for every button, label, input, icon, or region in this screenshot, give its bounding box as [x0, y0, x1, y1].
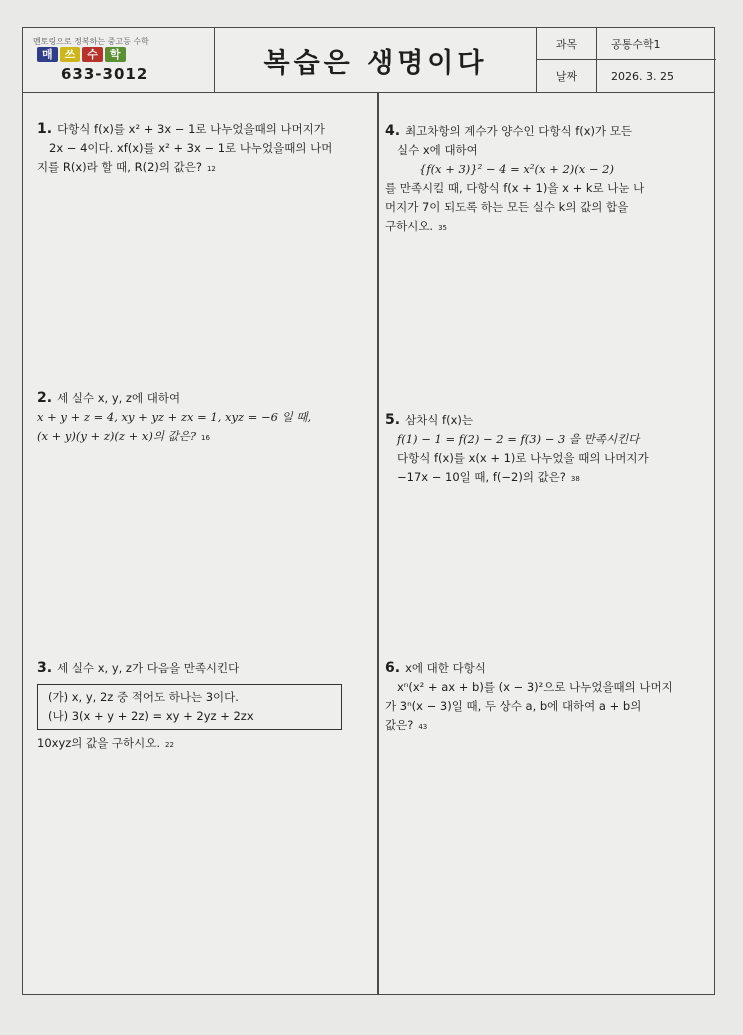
problem-2	[37, 389, 359, 448]
subject-value: 공통수학1	[611, 37, 661, 51]
problem-text-line: (x + y)(y + z)(z + x)의 값은?	[37, 429, 196, 443]
problem-text-line: 최고차항의 계수가 양수인 다항식 f(x)가 모든	[405, 124, 633, 138]
condition-line: (나) 3(x + y + 2z) = xy + 2yz + 2zx	[48, 709, 254, 723]
condition-line: (가) x, y, 2z 중 적어도 하나는 3이다.	[48, 690, 239, 704]
problem-code: 35	[438, 224, 448, 232]
problem-text-line: 삼차식 f(x)는	[405, 413, 473, 427]
problem-text-line: 구하시오.	[385, 219, 434, 233]
problem-6	[385, 659, 707, 737]
column-divider	[377, 93, 379, 994]
problem-text-line: 세 실수 x, y, z에 대하여	[57, 391, 181, 405]
problem-code: 38	[570, 475, 580, 483]
problem-code: 16	[201, 434, 210, 442]
logo-phone: 633-3012	[61, 65, 149, 83]
problem-code: 22	[165, 741, 174, 749]
problem-text-line: 다항식 f(x)를 x² + 3x − 1로 나누었을때의 나머지가	[57, 122, 325, 136]
problem-text-line: 실수 x에 대하여	[397, 143, 478, 157]
logo-letter-2: 쓰	[60, 47, 81, 62]
date-row	[537, 60, 716, 92]
problem-text-line: 10xyz의 값을 구하시오.	[37, 736, 161, 750]
problem-text-line: xⁿ(x² + ax + b)를 (x − 3)²으로 나누었을때의 나머지	[397, 680, 673, 694]
problem-text-line: 가 3ⁿ(x − 3)일 때, 두 상수 a, b에 대하여 a + b의	[385, 699, 642, 713]
problem-code: 43	[418, 723, 428, 731]
logo-letter-1: 매	[37, 47, 58, 62]
problem-equation: {f(x + 3)}² − 4 = x²(x + 2)(x − 2)	[419, 162, 614, 176]
problem-code: 12	[206, 165, 216, 173]
problem-number: 2.	[37, 390, 53, 406]
problem-text-line: 2x − 4이다. xf(x)를 x² + 3x − 1로 나누었을때의 나머	[49, 141, 333, 155]
problem-text-line: −17x − 10일 때, f(−2)의 값은?	[397, 470, 566, 484]
logo-wordmark	[37, 47, 126, 62]
problem-number: 4.	[385, 123, 401, 139]
condition-box	[37, 684, 342, 730]
problem-4	[385, 122, 707, 238]
date-label: 날짜	[537, 60, 597, 92]
problem-text-line: x + y + z = 4, xy + yz + zx = 1, xyz = −6 일 때,	[37, 410, 312, 424]
problem-text-line: 값은?	[385, 718, 414, 732]
problem-1	[37, 120, 359, 179]
problem-text-line: 세 실수 x, y, z가 다음을 만족시킨다	[57, 661, 240, 675]
worksheet-header	[23, 28, 714, 93]
problem-text-line: 다항식 f(x)를 x(x + 1)로 나누었을 때의 나머지가	[397, 451, 649, 465]
logo-letter-4: 학	[105, 47, 126, 62]
problem-number: 5.	[385, 412, 401, 428]
problem-text-line: x에 대한 다항식	[405, 661, 486, 675]
problem-3	[37, 659, 359, 755]
problem-number: 3.	[37, 660, 53, 676]
problem-equation: f(1) − 1 = f(2) − 2 = f(3) − 3 을 만족시킨다	[397, 432, 640, 446]
subject-label: 과목	[537, 28, 597, 59]
info-table	[537, 28, 716, 92]
page-title: 복습은 생명이다	[215, 28, 537, 92]
problem-number: 1.	[37, 121, 53, 137]
worksheet	[22, 27, 715, 995]
problem-text-line: 를 만족시킬 때, 다항식 f(x + 1)을 x + k로 나눈 나	[385, 181, 645, 195]
logo-tagline: 멘토링으로 정복하는 중고등 수학	[33, 37, 149, 46]
academy-logo	[23, 28, 215, 92]
problem-text-line: 머지가 7이 되도록 하는 모든 실수 k의 값의 합을	[385, 200, 629, 214]
problem-5	[385, 411, 707, 489]
date-value: 2026. 3. 25	[611, 69, 674, 83]
problem-number: 6.	[385, 660, 401, 676]
logo-letter-3: 수	[82, 47, 103, 62]
subject-row	[537, 28, 716, 60]
problem-text-line: 지를 R(x)라 할 때, R(2)의 값은?	[37, 160, 202, 174]
